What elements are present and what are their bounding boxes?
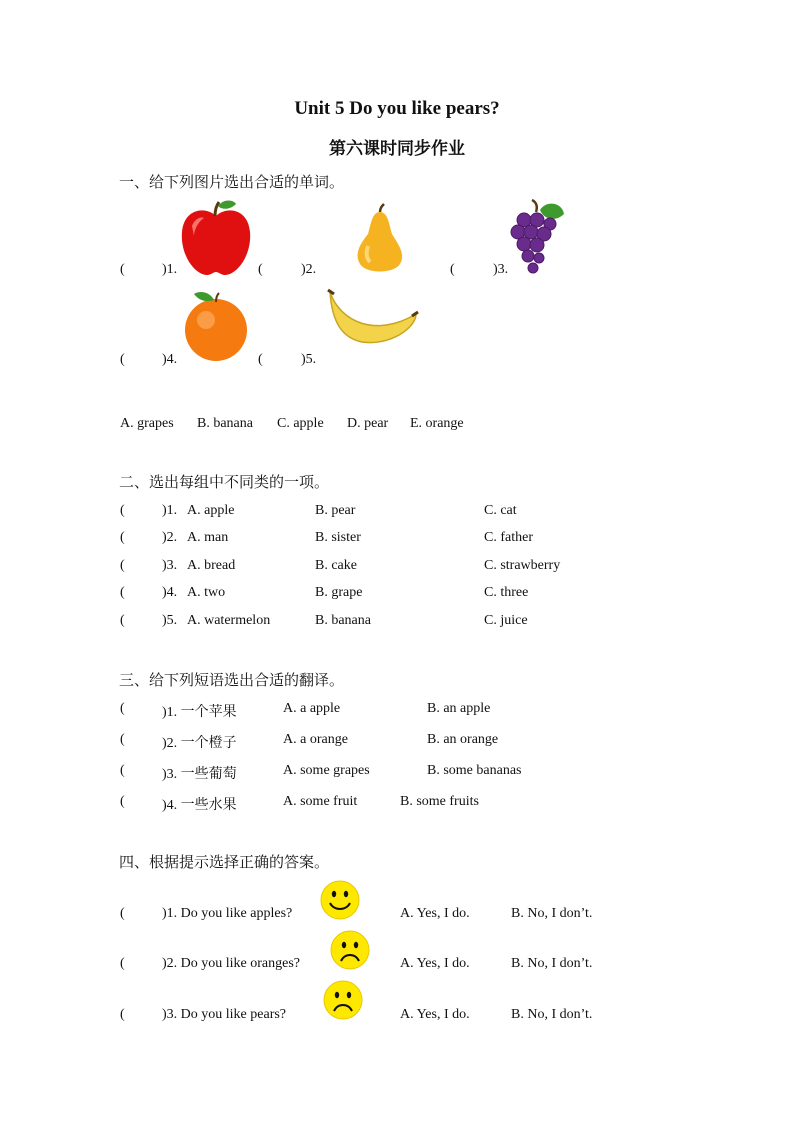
banana-icon: [326, 288, 420, 346]
s2-row1-c: C. cat: [484, 503, 517, 518]
s2-row1-b: B. pear: [315, 503, 356, 518]
s4-row3-question: )3. Do you like pears?: [162, 1007, 287, 1022]
s1-item5-open: (: [258, 352, 263, 367]
s1-item5-number: )5.: [301, 352, 317, 367]
s2-row3-number: )3.: [162, 558, 178, 573]
s3-row2-phrase: )2. 一个橙子: [162, 736, 237, 751]
s3-row1-a: A. a apple: [283, 701, 341, 716]
s3-row1-open: (: [120, 701, 125, 716]
s2-row2-open: (: [120, 530, 125, 545]
s3-row1-phrase: )1. 一个苹果: [162, 705, 237, 720]
s2-row1-a: A. apple: [187, 503, 235, 518]
s1-item1-number: )1.: [162, 262, 178, 277]
s4-row2-open: (: [120, 956, 125, 971]
s4-row3-b: B. No, I don’t.: [511, 1007, 593, 1022]
s1-item3-open: (: [450, 262, 455, 277]
section4-heading: 四、根据提示选择正确的答案。: [119, 855, 330, 871]
s2-row4-c: C. three: [484, 585, 529, 600]
s3-row3-b: B. some bananas: [427, 763, 522, 778]
s4-row1-open: (: [120, 906, 125, 921]
s4-row2-b: B. No, I don’t.: [511, 956, 593, 971]
s1-item4-open: (: [120, 352, 125, 367]
grapes-icon: [506, 198, 566, 278]
s2-row1-option-a: )1.: [162, 503, 178, 518]
section1-heading: 一、给下列图片选出合适的单词。: [119, 175, 345, 191]
s4-row2-a: A. Yes, I do.: [400, 956, 470, 971]
s2-row2-b: B. sister: [315, 530, 361, 545]
s1-option-c: C. apple: [277, 416, 324, 431]
sad-face-icon: [330, 930, 370, 970]
s4-row2-question: )2. Do you like oranges?: [162, 956, 301, 971]
s3-row2-a: A. a orange: [283, 732, 348, 747]
s3-row4-b: B. some fruits: [400, 794, 479, 809]
s3-row4-a: A. some fruit: [283, 794, 358, 809]
pear-icon: [352, 204, 408, 274]
s2-row5-b: B. banana: [315, 613, 371, 628]
s3-row2-open: (: [120, 732, 125, 747]
s1-item3-number: )3.: [493, 262, 509, 277]
s2-row3-b: B. cake: [315, 558, 357, 573]
s1-option-b: B. banana: [197, 416, 253, 431]
s2-row2-number: )2.: [162, 530, 178, 545]
apple-icon: [178, 198, 254, 278]
s2-row2-c: C. father: [484, 530, 533, 545]
s2-row5-a: A. watermelon: [187, 613, 271, 628]
s2-row3-a: A. bread: [187, 558, 236, 573]
s4-row1-b: B. No, I don’t.: [511, 906, 593, 921]
s1-item1-open: (: [120, 262, 125, 277]
s2-row5-number: )5.: [162, 613, 178, 628]
s3-row4-open: (: [120, 794, 125, 809]
s3-row1-b: B. an apple: [427, 701, 491, 716]
s4-row3-a: A. Yes, I do.: [400, 1007, 470, 1022]
s3-row3-phrase: )3. 一些葡萄: [162, 767, 237, 782]
section2-heading: 二、选出每组中不同类的一项。: [119, 475, 330, 491]
page-title: Unit 5 Do you like pears?: [294, 98, 500, 119]
s1-item4-number: )4.: [162, 352, 178, 367]
s2-row5-c: C. juice: [484, 613, 528, 628]
s2-row2-a: A. man: [187, 530, 229, 545]
s3-row3-open: (: [120, 763, 125, 778]
s2-row4-b: B. grape: [315, 585, 363, 600]
s2-row3-c: C. strawberry: [484, 558, 561, 573]
s2-row4-a: A. two: [187, 585, 226, 600]
page-subtitle: 第六课时同步作业: [329, 139, 465, 158]
s3-row2-b: B. an orange: [427, 732, 499, 747]
s1-option-d: D. pear: [347, 416, 389, 431]
s1-item2-number: )2.: [301, 262, 317, 277]
sad-face-icon: [323, 980, 363, 1020]
s4-row1-question: )1. Do you like apples?: [162, 906, 293, 921]
s1-item2-open: (: [258, 262, 263, 277]
s2-row4-open: (: [120, 585, 125, 600]
s2-row1-open: (: [120, 503, 125, 518]
s1-option-e: E. orange: [410, 416, 464, 431]
s1-option-a: A. grapes: [120, 416, 174, 431]
happy-face-icon: [320, 880, 360, 920]
section3-heading: 三、给下列短语选出合适的翻译。: [119, 673, 345, 689]
s3-row4-phrase: )4. 一些水果: [162, 798, 237, 813]
s3-row3-a: A. some grapes: [283, 763, 370, 778]
s4-row3-open: (: [120, 1007, 125, 1022]
orange-icon: [180, 290, 252, 364]
s2-row3-open: (: [120, 558, 125, 573]
s4-row1-a: A. Yes, I do.: [400, 906, 470, 921]
s2-row4-number: )4.: [162, 585, 178, 600]
s2-row5-open: (: [120, 613, 125, 628]
